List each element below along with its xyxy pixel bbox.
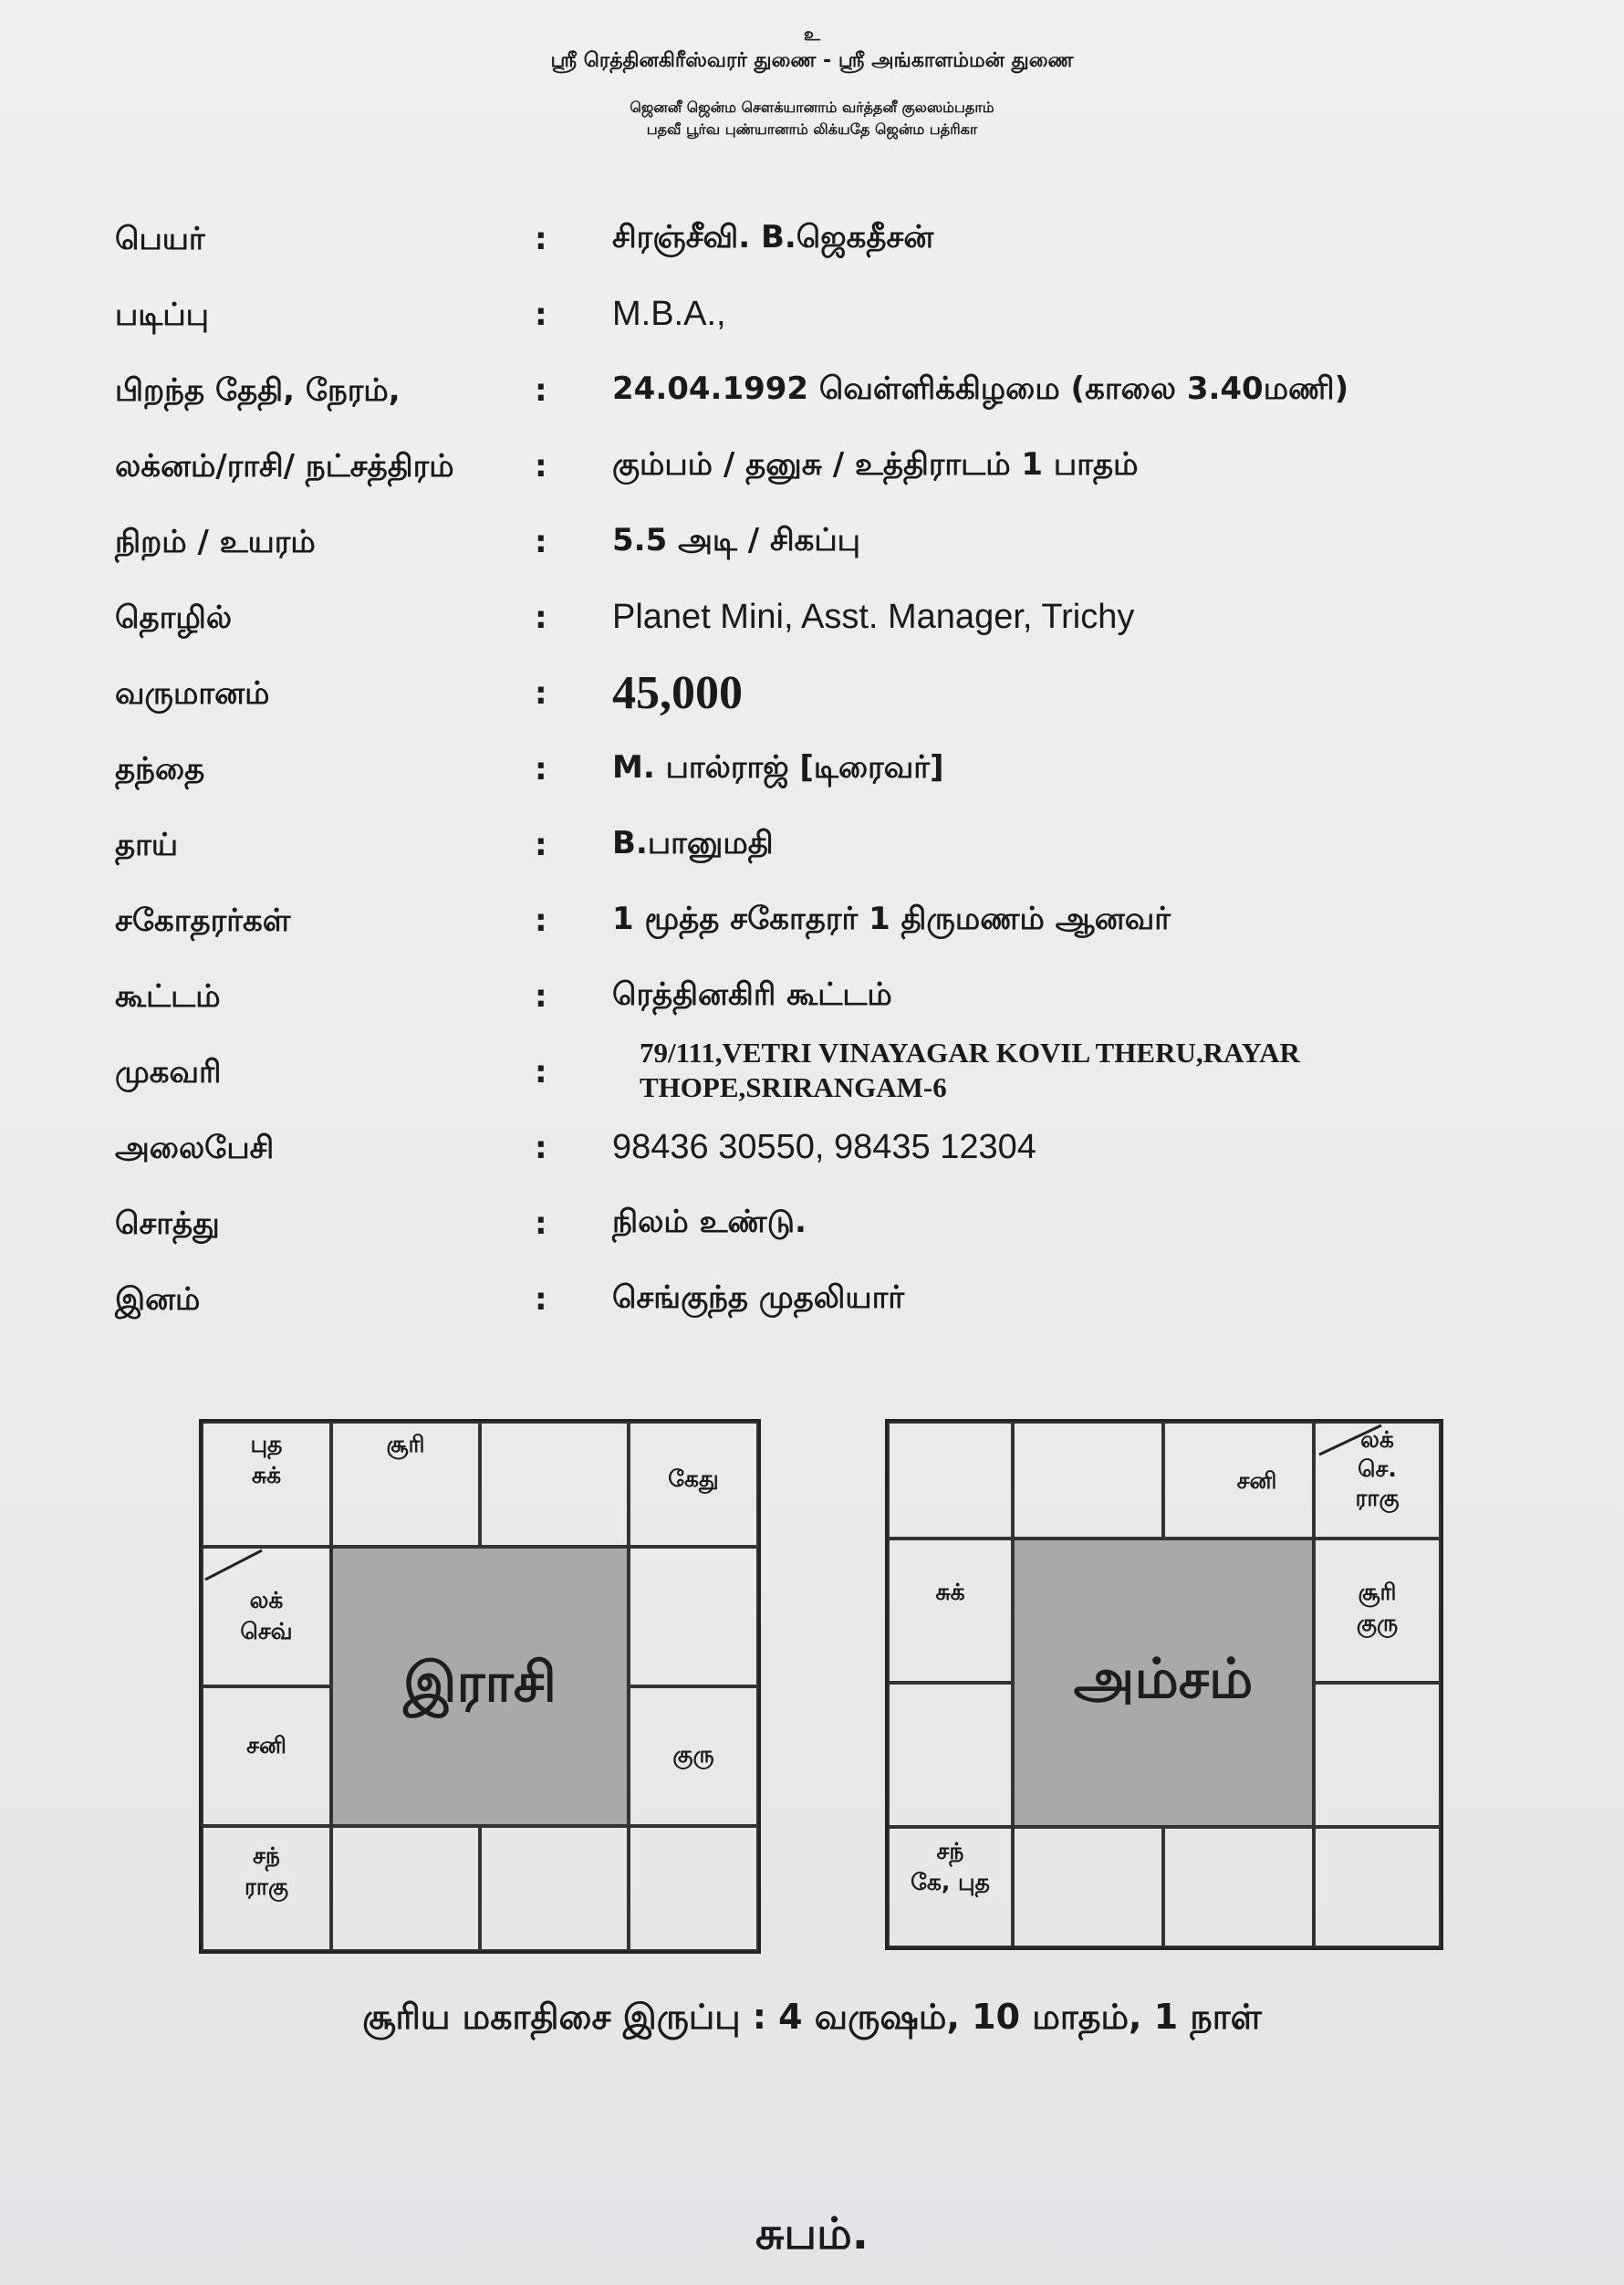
amsam-title: அம்சம்	[1013, 1539, 1314, 1827]
value-property: நிலம் உண்டு.	[612, 1204, 807, 1240]
value-community: செங்குந்த முதலியார்	[612, 1279, 905, 1316]
amsam-cell	[1314, 1683, 1441, 1827]
value-birth: 24.04.1992 வெள்ளிக்கிழமை (காலை 3.40மணி)	[612, 370, 1349, 407]
label-koottam: கூட்டம்	[115, 978, 221, 1015]
row-siblings	[115, 890, 1575, 965]
rasi-cell	[629, 1547, 758, 1686]
rasi-cell	[480, 1826, 629, 1951]
colon: :	[535, 600, 547, 636]
amsam-cell: சூரி குரு	[1314, 1539, 1441, 1683]
rasi-cell: சனி	[202, 1686, 331, 1826]
row-occupation	[115, 587, 1575, 663]
value-income: 45,000	[612, 667, 743, 719]
rasi-cell	[480, 1422, 629, 1547]
label-name: பெயர்	[115, 221, 205, 257]
amsam-cell-lagna: லக் செ. ராகு	[1314, 1422, 1441, 1539]
header-invocation: ஸ்ரீ ரெத்தினகிரீஸ்வரர் துணை - ஸ்ரீ அங்காளம்மன் துணை	[550, 49, 1074, 72]
value-lagnam: கும்பம் / தனுசு / உத்திராடம் 1 பாதம்	[612, 446, 1139, 483]
subham: சுபம்.	[755, 2208, 869, 2259]
label-mother: தாய்	[115, 827, 179, 863]
amsam-cell: சனி	[1163, 1422, 1314, 1539]
rasi-cell	[629, 1826, 758, 1951]
row-name	[115, 208, 1575, 284]
row-property	[115, 1193, 1575, 1268]
colon: :	[535, 1054, 547, 1090]
amsam-chart	[885, 1419, 1443, 1950]
value-phone: 98436 30550, 98435 12304	[612, 1128, 1036, 1166]
value-occupation: Planet Mini, Asst. Manager, Trichy	[612, 598, 1135, 636]
colon: :	[535, 978, 547, 1015]
label-phone: அலைபேசி	[115, 1130, 275, 1166]
value-address: 79/111,VETRI VINAYAGAR KOVIL THERU,RAYAR THOPE,SRIRANGAM-6	[640, 1037, 1300, 1103]
row-complexion	[115, 511, 1575, 587]
colon: :	[535, 297, 547, 333]
value-complexion: 5.5 அடி / சிகப்பு	[612, 522, 860, 558]
colon: :	[535, 1130, 547, 1166]
rasi-title: இராசி	[331, 1547, 629, 1826]
amsam-cell: சுக்	[888, 1539, 1013, 1683]
header-sloka-line2: பதவீ பூர்வ புண்யானாம் லிக்யதே ஜென்ம பத்ரிகா	[646, 120, 978, 138]
dasa-balance: சூரிய மகாதிசை இருப்பு : 4 வருஷம், 10 மாதம், 1 நாள்	[362, 1997, 1262, 2037]
lagna-diagonal-mark	[1314, 1422, 1387, 1458]
value-koottam: ரெத்தினகிரி கூட்டம்	[612, 976, 892, 1013]
colon: :	[535, 903, 547, 939]
row-koottam	[115, 965, 1575, 1041]
value-mother: B.பானுமதி	[612, 825, 774, 861]
value-education: M.B.A.,	[612, 295, 726, 333]
label-address: முகவரி	[115, 1054, 222, 1090]
colon: :	[535, 751, 547, 788]
colon: :	[535, 448, 547, 485]
colon: :	[535, 221, 547, 257]
amsam-cell	[888, 1422, 1013, 1539]
label-birth: பிறந்த தேதி, நேரம்,	[115, 372, 401, 409]
row-mother	[115, 814, 1575, 890]
amsam-cell	[1163, 1827, 1314, 1947]
row-birth	[115, 360, 1575, 435]
amsam-cell	[1013, 1422, 1163, 1539]
rasi-cell: சந் ராகு	[202, 1826, 331, 1951]
row-lagnam	[115, 435, 1575, 511]
colon: :	[535, 524, 547, 560]
lagna-diagonal-mark	[202, 1547, 265, 1583]
pillaiyar-suli: உ	[803, 23, 821, 45]
rasi-cell: குரு	[629, 1686, 758, 1826]
label-father: தந்தை	[115, 751, 205, 788]
label-complexion: நிறம் / உயரம்	[115, 524, 316, 560]
colon: :	[535, 1281, 547, 1318]
label-education: படிப்பு	[115, 297, 209, 333]
label-property: சொத்து	[115, 1205, 220, 1242]
rasi-chart	[199, 1419, 761, 1954]
label-siblings: சகோதரர்கள்	[115, 903, 291, 939]
amsam-cell: சந் கே, புத	[888, 1827, 1013, 1947]
row-income	[115, 663, 1575, 738]
label-lagnam: லக்னம்/ராசி/ நட்சத்திரம்	[115, 448, 454, 485]
colon: :	[535, 372, 547, 409]
header-sloka-line1: ஜெனனீ ஜென்ம சௌக்யானாம் வர்த்தனீ குலஸம்பதாம்	[630, 99, 994, 116]
header	[0, 22, 1624, 141]
amsam-cell	[1314, 1827, 1441, 1947]
row-community	[115, 1268, 1575, 1344]
label-community: இனம்	[115, 1281, 201, 1318]
rasi-cell: புத சுக்	[202, 1422, 331, 1547]
row-father	[115, 738, 1575, 814]
colon: :	[535, 827, 547, 863]
value-siblings: 1 மூத்த சகோதரர் 1 திருமணம் ஆனவர்	[612, 901, 1171, 937]
amsam-cell	[888, 1683, 1013, 1827]
rasi-cell-lagna: லக் செவ்	[202, 1547, 331, 1686]
colon: :	[535, 675, 547, 712]
row-education	[115, 284, 1575, 360]
amsam-cell	[1013, 1827, 1163, 1947]
row-phone	[115, 1117, 1575, 1193]
value-name: சிரஞ்சீவி. B.ஜெகதீசன்	[612, 219, 934, 256]
label-occupation: தொழில்	[115, 600, 233, 636]
details-table	[115, 208, 1575, 1344]
rasi-cell: கேது	[629, 1422, 758, 1547]
value-father: M. பால்ராஜ் [டிரைவர்]	[612, 749, 944, 786]
row-address	[115, 1037, 1575, 1117]
rasi-cell: சூரி	[331, 1422, 480, 1547]
label-income: வருமானம்	[115, 675, 270, 712]
rasi-cell	[331, 1826, 480, 1951]
colon: :	[535, 1205, 547, 1242]
